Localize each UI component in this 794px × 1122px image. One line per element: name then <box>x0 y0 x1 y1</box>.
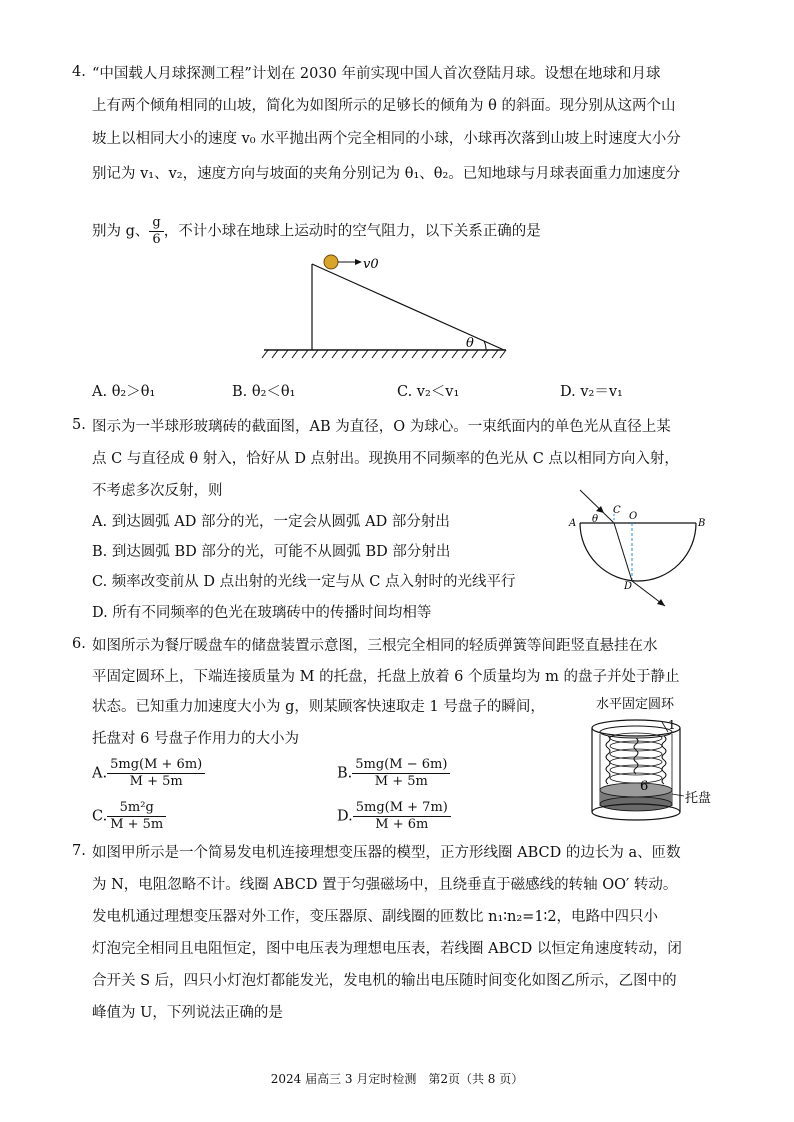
q6-option-c[interactable] <box>92 800 166 833</box>
q6-option-b[interactable] <box>337 757 450 790</box>
page-footer: 2024 届高三 3 月定时检测 第2页（共 8 页） <box>270 1072 524 1086</box>
q7-number: 7. <box>72 843 86 859</box>
q6-option-c-label: C. <box>92 808 108 825</box>
q6-b-den: M + 5m <box>374 774 428 789</box>
q4-line-5b: ，不计小球在地球上运动时的空气阻力，以下关系正确的是 <box>163 223 541 240</box>
slope-incline <box>312 264 504 350</box>
theta-label: θ <box>466 336 474 351</box>
q7-line-3: 发电机通过理想变压器对外工作，变压器原、副线圈的匝数比 n₁∶n₂=1∶2，电路中四只小 <box>92 909 659 925</box>
q6-option-d-frac <box>353 800 451 833</box>
q6-line-3: 状态。已知重力加速度大小为 g，则某顾客快速取走 1 号盘子的瞬间， <box>92 699 545 715</box>
label-o: O <box>629 511 638 522</box>
q6-option-a[interactable] <box>92 757 205 790</box>
q5-number: 5. <box>72 417 86 433</box>
q6-plate-warmer-figure <box>588 694 728 832</box>
q4-option-c[interactable]: C. v₂＜v₁ <box>397 384 460 400</box>
label-d: D <box>624 581 633 592</box>
q6-option-a-frac <box>107 757 205 790</box>
ground-hatching <box>262 350 506 358</box>
q7-line-2: 为 N，电阻忽略不计。线圈 ABCD 置于匀强磁场中，且绕垂直于磁感线的转轴 OO′ 转动。 <box>92 877 678 893</box>
q4-number: 4. <box>72 64 86 80</box>
q4-line-5 <box>92 215 541 248</box>
cylinder-top <box>592 720 680 736</box>
q5-hemisphere-figure <box>566 488 716 610</box>
q4-line-2: 上有两个倾角相同的山坡，简化为如图所示的足够长的倾角为 θ 的斜面。现分别从这两个山 <box>92 98 676 114</box>
q5-option-d[interactable]: D. 所有不同频率的色光在玻璃砖中的传播时间均相等 <box>92 605 432 621</box>
q4-option-a[interactable]: A. θ₂＞θ₁ <box>92 384 156 400</box>
q4-line-5a: 别为 g、 <box>92 223 150 240</box>
q4-line-4: 别记为 v₁、v₂，速度方向与坡面的夹角分别记为 θ₁、θ₂。已知地球与月球表面重力加速度分 <box>92 166 681 182</box>
q4-slope-figure <box>258 248 518 363</box>
spring-middle-icon <box>634 738 638 774</box>
q6-d-num: 5mg(M + 7m) <box>353 800 451 817</box>
q6-option-a-label: A. <box>92 765 108 782</box>
q6-number: 6. <box>72 636 86 652</box>
q7-line-4: 灯泡完全相同且电阻恒定，图中电压表为理想电压表，若线圈 ABCD 以恒定角速度转动，闭 <box>92 941 682 957</box>
q4-fraction <box>149 215 163 248</box>
v0-label: v0 <box>363 257 379 272</box>
spring-left-icon <box>606 736 610 784</box>
tray-label: 托盘 <box>685 791 712 806</box>
refracted-ray <box>614 523 632 581</box>
velocity-arrowhead-icon <box>355 259 362 265</box>
hemisphere-arc <box>580 523 696 581</box>
spring-right-icon <box>662 736 666 784</box>
q6-option-c-frac <box>107 800 166 833</box>
label-theta: θ <box>592 514 599 525</box>
q5-line-2: 点 C 与直径成 θ 射入，恰好从 D 点射出。现换用不同频率的色光从 C 点以相同方向入射， <box>92 451 679 467</box>
label-a: A <box>569 518 577 529</box>
q5-line-3: 不考虑多次反射，则 <box>92 483 223 499</box>
q6-c-den: M + 5m <box>110 817 164 832</box>
q4-line-3: 坡上以相同大小的速度 v₀ 水平抛出两个完全相同的小球，小球再次落到山坡上时速度大小分 <box>92 131 681 147</box>
q6-b-num: 5mg(M − 6m) <box>352 757 450 774</box>
q7-line-1: 如图甲所示是一个简易发电机连接理想变压器的模型，正方形线圈 ABCD 的边长为 a、匝数 <box>92 845 681 861</box>
plate-one-label: 1 <box>668 718 676 732</box>
tray-top <box>600 783 672 797</box>
label-c: C <box>613 505 621 516</box>
q5-option-b[interactable]: B. 到达圆弧 BD 部分的光，可能不从圆弧 BD 部分射出 <box>92 544 451 560</box>
q6-d-den: M + 6m <box>375 817 429 832</box>
q6-option-b-frac <box>352 757 450 790</box>
q5-line-1: 图示为一半球形玻璃砖的截面图，AB 为直径，O 为球心。一束纸面内的单色光从直径上某 <box>92 419 671 435</box>
q4-line-1: “中国载人月球探测工程”计划在 2030 年前实现中国人首次登陆月球。设想在地球和月球 <box>92 66 661 82</box>
q5-option-a[interactable]: A. 到达圆弧 AD 部分的光，一定会从圆弧 AD 部分射出 <box>92 514 450 530</box>
q4-option-d[interactable]: D. v₂＝v₁ <box>560 384 623 400</box>
q7-line-6: 峰值为 U，下列说法正确的是 <box>92 1005 283 1021</box>
q4-frac-num: g <box>149 215 163 232</box>
q6-line-1: 如图所示为餐厅暖盘车的储盘装置示意图，三根完全相同的轻质弹簧等间距竖直悬挂在水 <box>92 638 658 654</box>
q4-option-b[interactable]: B. θ₂＜θ₁ <box>232 384 296 400</box>
label-b: B <box>698 518 706 529</box>
ball-icon <box>324 255 338 269</box>
q6-a-num: 5mg(M + 6m) <box>107 757 205 774</box>
q7-line-5: 合开关 S 后，四只小灯泡灯都能发光，发电机的输出电压随时间变化如图乙所示，乙图中的 <box>92 973 677 989</box>
exit-arrow-icon <box>657 599 665 606</box>
plate-six-label: 6 <box>640 779 649 794</box>
tray-pointer <box>672 794 684 796</box>
q6-a-den: M + 5m <box>129 774 183 789</box>
q6-option-b-label: B. <box>337 765 353 782</box>
q6-c-num: 5m²g <box>107 800 166 817</box>
q6-line-2: 平固定圆环上，下端连接质量为 M 的托盘，托盘上放着 6 个质量均为 m 的盘子并处于静止 <box>92 669 680 685</box>
plate-stack <box>610 733 662 783</box>
q5-option-c[interactable]: C. 频率改变前从 D 点出射的光线一定与从 C 点入射时的光线平行 <box>92 574 516 590</box>
q6-option-d-label: D. <box>337 808 353 825</box>
q6-line-4: 托盘对 6 号盘子作用力的大小为 <box>92 731 299 747</box>
ring-label: 水平固定圆环 <box>596 697 675 712</box>
q4-frac-den: 6 <box>152 232 161 247</box>
q6-option-d[interactable] <box>337 800 451 833</box>
